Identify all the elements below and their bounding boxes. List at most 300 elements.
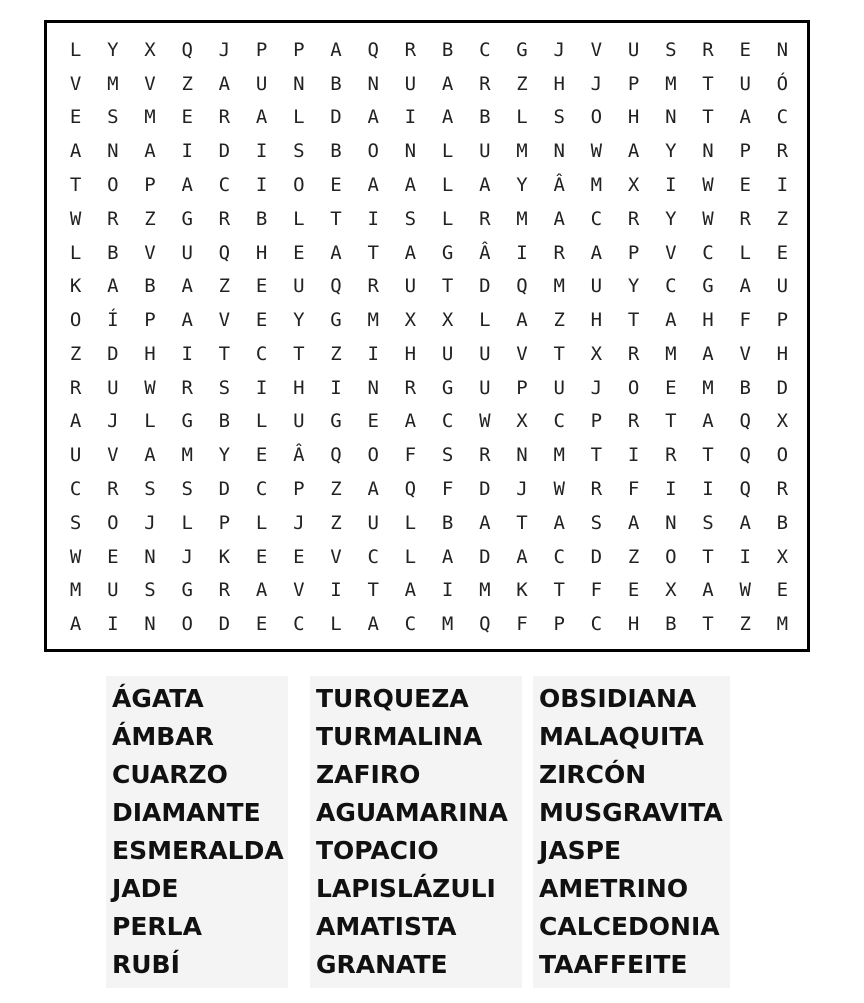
grid-letter[interactable]: Z xyxy=(181,72,193,95)
grid-letter[interactable]: A xyxy=(441,106,454,129)
grid-letter[interactable]: N xyxy=(665,511,677,534)
grid-letter[interactable]: I xyxy=(627,444,640,467)
grid-letter[interactable]: I xyxy=(181,342,193,365)
grid-letter[interactable]: Q xyxy=(181,38,193,61)
grid-letter[interactable]: A xyxy=(702,410,714,433)
grid-letter[interactable]: E xyxy=(739,173,751,196)
grid-letter[interactable]: X xyxy=(404,309,417,332)
grid-letter[interactable]: N xyxy=(776,38,789,61)
grid-letter[interactable]: M xyxy=(665,342,677,365)
grid-letter[interactable]: U xyxy=(553,376,565,399)
grid-letter[interactable]: A xyxy=(665,309,677,332)
grid-letter[interactable]: A xyxy=(404,241,417,264)
grid-letter[interactable]: A xyxy=(69,613,82,636)
grid-letter[interactable]: W xyxy=(702,173,714,196)
grid-letter[interactable]: L xyxy=(255,511,268,534)
grid-letter[interactable]: A xyxy=(739,275,751,298)
grid-letter[interactable]: R xyxy=(218,106,231,129)
grid-letter[interactable]: L xyxy=(441,173,454,196)
grid-letter[interactable]: V xyxy=(330,545,342,568)
grid-letter[interactable]: K xyxy=(218,545,231,568)
grid-letter[interactable]: A xyxy=(441,72,454,95)
grid-letter[interactable]: C xyxy=(665,275,677,298)
grid-letter[interactable]: Q xyxy=(367,38,379,61)
grid-letter[interactable]: E xyxy=(776,241,789,264)
grid-letter[interactable]: A xyxy=(627,511,640,534)
grid-letter[interactable]: A xyxy=(107,275,119,298)
grid-letter[interactable]: G xyxy=(516,38,528,61)
grid-letter[interactable]: V xyxy=(590,38,603,61)
grid-letter[interactable]: A xyxy=(367,613,379,636)
grid-letter[interactable]: Q xyxy=(404,477,417,500)
grid-letter[interactable]: L xyxy=(181,511,193,534)
grid-letter[interactable]: O xyxy=(665,545,677,568)
grid-letter[interactable]: R xyxy=(404,38,417,61)
grid-letter[interactable]: R xyxy=(479,72,491,95)
grid-letter[interactable]: M xyxy=(590,173,603,196)
grid-letter[interactable]: X xyxy=(144,38,156,61)
grid-letter[interactable]: U xyxy=(107,376,119,399)
grid-letter[interactable]: W xyxy=(69,545,82,568)
grid-letter[interactable]: T xyxy=(516,511,528,534)
grid-letter[interactable]: S xyxy=(107,106,119,129)
grid-letter[interactable]: P xyxy=(144,309,156,332)
grid-letter[interactable]: M xyxy=(69,579,82,602)
grid-letter[interactable]: H xyxy=(776,342,789,365)
grid-letter[interactable]: U xyxy=(181,241,193,264)
grid-letter[interactable]: H xyxy=(627,106,640,129)
grid-letter[interactable]: U xyxy=(293,275,305,298)
grid-letter[interactable]: W xyxy=(590,140,603,163)
grid-letter[interactable]: F xyxy=(627,477,640,500)
grid-letter[interactable]: E xyxy=(69,106,82,129)
grid-letter[interactable]: U xyxy=(293,410,305,433)
grid-letter[interactable]: E xyxy=(739,38,751,61)
grid-letter[interactable]: J xyxy=(181,545,193,568)
grid-letter[interactable]: S xyxy=(181,477,193,500)
grid-letter[interactable]: H xyxy=(255,241,268,264)
grid-letter[interactable]: A xyxy=(330,241,342,264)
grid-letter[interactable]: O xyxy=(776,444,789,467)
grid-letter[interactable]: R xyxy=(107,207,119,230)
grid-letter[interactable]: X xyxy=(627,173,640,196)
grid-letter[interactable]: U xyxy=(479,376,491,399)
grid-letter[interactable]: C xyxy=(553,410,565,433)
grid-letter[interactable]: V xyxy=(293,579,305,602)
grid-letter[interactable]: M xyxy=(702,376,714,399)
grid-letter[interactable]: A xyxy=(516,545,528,568)
grid-letter[interactable]: A xyxy=(181,275,193,298)
grid-letter[interactable]: N xyxy=(516,444,528,467)
grid-letter[interactable]: Z xyxy=(776,207,789,230)
grid-letter[interactable]: D xyxy=(590,545,603,568)
grid-letter[interactable]: T xyxy=(330,207,342,230)
grid-letter[interactable]: P xyxy=(776,309,789,332)
grid-letter[interactable]: U xyxy=(69,444,82,467)
grid-letter[interactable]: V xyxy=(516,342,528,365)
grid-letter[interactable]: M xyxy=(181,444,193,467)
grid-letter[interactable]: R xyxy=(627,342,640,365)
grid-letter[interactable]: I xyxy=(330,376,342,399)
grid-letter[interactable]: I xyxy=(367,207,379,230)
grid-letter[interactable]: Y xyxy=(665,207,677,230)
grid-letter[interactable]: M xyxy=(665,72,677,95)
grid-letter[interactable]: L xyxy=(69,38,82,61)
grid-letter[interactable]: E xyxy=(627,579,640,602)
grid-letter[interactable]: Q xyxy=(218,241,231,264)
grid-letter[interactable]: P xyxy=(590,410,603,433)
grid-letter[interactable]: Z xyxy=(627,545,640,568)
grid-letter[interactable]: F xyxy=(739,309,751,332)
grid-letter[interactable]: A xyxy=(69,140,82,163)
grid-letter[interactable]: W xyxy=(144,376,156,399)
grid-letter[interactable]: Q xyxy=(739,477,751,500)
grid-letter[interactable]: L xyxy=(479,309,491,332)
grid-letter[interactable]: C xyxy=(702,241,714,264)
grid-letter[interactable]: Q xyxy=(739,444,751,467)
grid-letter[interactable]: A xyxy=(181,309,193,332)
grid-letter[interactable]: S xyxy=(144,477,156,500)
grid-letter[interactable]: A xyxy=(553,207,565,230)
grid-letter[interactable]: E xyxy=(255,545,268,568)
grid-letter[interactable]: R xyxy=(181,376,193,399)
grid-letter[interactable]: A xyxy=(516,309,528,332)
grid-letter[interactable]: J xyxy=(293,511,305,534)
grid-letter[interactable]: F xyxy=(441,477,454,500)
grid-letter[interactable]: O xyxy=(627,376,640,399)
grid-letter[interactable]: V xyxy=(107,444,119,467)
grid-letter[interactable]: W xyxy=(69,207,82,230)
grid-letter[interactable]: C xyxy=(218,173,231,196)
grid-letter[interactable]: C xyxy=(293,613,305,636)
grid-letter[interactable]: U xyxy=(479,140,491,163)
grid-letter[interactable]: R xyxy=(739,207,751,230)
grid-letter[interactable]: I xyxy=(702,477,714,500)
grid-letter[interactable]: U xyxy=(367,511,379,534)
grid-letter[interactable]: U xyxy=(107,579,119,602)
grid-letter[interactable]: L xyxy=(516,106,528,129)
grid-letter[interactable]: M xyxy=(516,140,528,163)
grid-letter[interactable]: D xyxy=(479,477,491,500)
grid-letter[interactable]: I xyxy=(181,140,193,163)
grid-letter[interactable]: T xyxy=(702,72,714,95)
grid-letter[interactable]: A xyxy=(144,140,156,163)
grid-letter[interactable]: R xyxy=(218,579,231,602)
grid-letter[interactable]: B xyxy=(255,207,268,230)
grid-letter[interactable]: H xyxy=(590,309,603,332)
grid-letter[interactable]: N xyxy=(367,72,379,95)
grid-letter[interactable]: T xyxy=(293,342,305,365)
grid-letter[interactable]: C xyxy=(553,545,565,568)
grid-letter[interactable]: F xyxy=(516,613,528,636)
grid-letter[interactable]: I xyxy=(441,579,454,602)
grid-letter[interactable]: S xyxy=(590,511,603,534)
grid-letter[interactable]: N xyxy=(702,140,714,163)
grid-letter[interactable]: V xyxy=(218,309,231,332)
grid-letter[interactable]: C xyxy=(255,342,268,365)
grid-letter[interactable]: Z xyxy=(330,511,342,534)
grid-letter[interactable]: B xyxy=(441,511,454,534)
grid-letter[interactable]: I xyxy=(255,376,268,399)
grid-letter[interactable]: N xyxy=(665,106,677,129)
grid-letter[interactable]: U xyxy=(776,275,789,298)
grid-letter[interactable]: U xyxy=(627,38,640,61)
grid-letter[interactable]: G xyxy=(702,275,714,298)
grid-letter[interactable]: E xyxy=(776,579,789,602)
grid-letter[interactable]: R xyxy=(665,444,677,467)
grid-letter[interactable]: C xyxy=(69,477,82,500)
grid-letter[interactable]: S xyxy=(702,511,714,534)
grid-letter[interactable]: K xyxy=(69,275,82,298)
grid-letter[interactable]: V xyxy=(69,72,82,95)
grid-letter[interactable]: I xyxy=(255,173,268,196)
grid-letter[interactable]: Q xyxy=(739,410,751,433)
grid-letter[interactable]: N xyxy=(144,613,156,636)
grid-letter[interactable]: E xyxy=(665,376,677,399)
grid-letter[interactable]: B xyxy=(776,511,789,534)
grid-letter[interactable]: L xyxy=(144,410,156,433)
grid-letter[interactable]: J xyxy=(144,511,156,534)
grid-letter[interactable]: A xyxy=(367,173,379,196)
grid-letter[interactable]: D xyxy=(218,613,231,636)
grid-letter[interactable]: L xyxy=(404,511,417,534)
grid-letter[interactable]: A xyxy=(739,511,751,534)
grid-letter[interactable]: Z xyxy=(330,477,342,500)
grid-letter[interactable]: O xyxy=(590,106,603,129)
grid-letter[interactable]: P xyxy=(144,173,156,196)
grid-letter[interactable]: C xyxy=(590,207,603,230)
grid-letter[interactable]: A xyxy=(404,579,417,602)
grid-letter[interactable]: Q xyxy=(330,444,342,467)
grid-letter[interactable]: N xyxy=(144,545,156,568)
grid-letter[interactable]: U xyxy=(404,72,417,95)
grid-letter[interactable]: L xyxy=(330,613,342,636)
grid-letter[interactable]: G xyxy=(441,376,454,399)
grid-letter[interactable]: E xyxy=(255,309,268,332)
grid-letter[interactable]: X xyxy=(776,410,789,433)
grid-letter[interactable]: W xyxy=(702,207,714,230)
grid-letter[interactable]: X xyxy=(441,309,454,332)
grid-letter[interactable]: S xyxy=(553,106,565,129)
grid-letter[interactable]: I xyxy=(776,173,789,196)
grid-letter[interactable]: M xyxy=(367,309,379,332)
grid-letter[interactable]: E xyxy=(255,444,268,467)
grid-letter[interactable]: Â xyxy=(293,444,305,467)
grid-letter[interactable]: U xyxy=(739,72,751,95)
grid-letter[interactable]: T xyxy=(702,106,714,129)
grid-letter[interactable]: T xyxy=(441,275,454,298)
grid-letter[interactable]: S xyxy=(293,140,305,163)
grid-letter[interactable]: A xyxy=(255,106,268,129)
grid-letter[interactable]: R xyxy=(627,410,640,433)
grid-letter[interactable]: T xyxy=(702,613,714,636)
grid-letter[interactable]: T xyxy=(218,342,231,365)
grid-letter[interactable]: W xyxy=(553,477,565,500)
grid-letter[interactable]: I xyxy=(404,106,417,129)
grid-letter[interactable]: M xyxy=(516,207,528,230)
grid-letter[interactable]: B xyxy=(330,72,342,95)
grid-letter[interactable]: Â xyxy=(479,241,491,264)
grid-letter[interactable]: B xyxy=(739,376,751,399)
grid-letter[interactable]: L xyxy=(739,241,751,264)
grid-letter[interactable]: O xyxy=(69,309,82,332)
grid-letter[interactable]: B xyxy=(441,38,454,61)
grid-letter[interactable]: A xyxy=(702,579,714,602)
grid-letter[interactable]: J xyxy=(516,477,528,500)
grid-letter[interactable]: C xyxy=(255,477,268,500)
grid-letter[interactable]: T xyxy=(69,173,82,196)
grid-letter[interactable]: U xyxy=(404,275,417,298)
grid-letter[interactable]: P xyxy=(553,613,565,636)
grid-letter[interactable]: A xyxy=(330,38,342,61)
grid-letter[interactable]: A xyxy=(404,410,417,433)
grid-letter[interactable]: C xyxy=(776,106,789,129)
grid-letter[interactable]: N xyxy=(404,140,417,163)
grid-letter[interactable]: Q xyxy=(479,613,491,636)
grid-letter[interactable]: L xyxy=(255,410,268,433)
grid-letter[interactable]: R xyxy=(367,275,379,298)
grid-letter[interactable]: I xyxy=(367,342,379,365)
grid-letter[interactable]: R xyxy=(69,376,82,399)
grid-letter[interactable]: B xyxy=(665,613,677,636)
grid-letter[interactable]: I xyxy=(739,545,751,568)
grid-letter[interactable]: T xyxy=(553,342,565,365)
grid-letter[interactable]: E xyxy=(293,241,305,264)
grid-letter[interactable]: T xyxy=(367,241,379,264)
grid-letter[interactable]: S xyxy=(404,207,417,230)
grid-letter[interactable]: P xyxy=(255,38,268,61)
grid-letter[interactable]: C xyxy=(590,613,603,636)
grid-letter[interactable]: Y xyxy=(107,38,119,61)
grid-letter[interactable]: U xyxy=(441,342,454,365)
grid-letter[interactable]: A xyxy=(739,106,751,129)
grid-letter[interactable]: X xyxy=(776,545,789,568)
grid-letter[interactable]: H xyxy=(144,342,156,365)
grid-letter[interactable]: S xyxy=(218,376,231,399)
grid-letter[interactable]: B xyxy=(107,241,119,264)
grid-letter[interactable]: M xyxy=(479,579,491,602)
grid-letter[interactable]: Â xyxy=(553,173,565,196)
grid-letter[interactable]: T xyxy=(367,579,379,602)
grid-letter[interactable]: P xyxy=(293,477,305,500)
grid-letter[interactable]: E xyxy=(330,173,342,196)
grid-letter[interactable]: O xyxy=(367,140,379,163)
grid-letter[interactable]: E xyxy=(255,613,268,636)
grid-letter[interactable]: H xyxy=(702,309,714,332)
grid-letter[interactable]: Z xyxy=(553,309,565,332)
grid-letter[interactable]: Y xyxy=(627,275,640,298)
grid-letter[interactable]: T xyxy=(627,309,640,332)
grid-letter[interactable]: S xyxy=(69,511,82,534)
grid-letter[interactable]: N xyxy=(293,72,305,95)
grid-letter[interactable]: G xyxy=(181,579,193,602)
grid-letter[interactable]: T xyxy=(553,579,565,602)
grid-letter[interactable]: Z xyxy=(69,342,82,365)
grid-letter[interactable]: F xyxy=(404,444,417,467)
grid-letter[interactable]: Ó xyxy=(776,72,789,95)
grid-letter[interactable]: L xyxy=(69,241,82,264)
grid-letter[interactable]: A xyxy=(702,342,714,365)
grid-letter[interactable]: R xyxy=(404,376,417,399)
grid-letter[interactable]: Q xyxy=(330,275,342,298)
grid-letter[interactable]: L xyxy=(441,140,454,163)
grid-letter[interactable]: D xyxy=(107,342,119,365)
grid-letter[interactable]: T xyxy=(702,545,714,568)
grid-letter[interactable]: S xyxy=(144,579,156,602)
grid-letter[interactable]: A xyxy=(404,173,417,196)
grid-letter[interactable]: A xyxy=(144,444,156,467)
grid-letter[interactable]: G xyxy=(181,410,193,433)
grid-letter[interactable]: Z xyxy=(516,72,528,95)
grid-letter[interactable]: A xyxy=(590,241,603,264)
grid-letter[interactable]: U xyxy=(255,72,268,95)
grid-letter[interactable]: Y xyxy=(516,173,528,196)
grid-letter[interactable]: R xyxy=(479,207,491,230)
grid-letter[interactable]: R xyxy=(107,477,119,500)
grid-letter[interactable]: F xyxy=(590,579,603,602)
grid-letter[interactable]: G xyxy=(330,410,342,433)
grid-letter[interactable]: J xyxy=(553,38,565,61)
grid-letter[interactable]: A xyxy=(441,545,454,568)
grid-letter[interactable]: I xyxy=(330,579,342,602)
grid-letter[interactable]: N xyxy=(107,140,119,163)
grid-letter[interactable]: O xyxy=(107,173,119,196)
grid-letter[interactable]: N xyxy=(367,376,379,399)
grid-letter[interactable]: A xyxy=(479,511,491,534)
grid-letter[interactable]: U xyxy=(479,342,491,365)
grid-letter[interactable]: Z xyxy=(330,342,342,365)
grid-letter[interactable]: A xyxy=(218,72,231,95)
grid-letter[interactable]: V xyxy=(144,72,156,95)
grid-letter[interactable]: L xyxy=(441,207,454,230)
grid-letter[interactable]: J xyxy=(590,376,603,399)
grid-letter[interactable]: P xyxy=(516,376,528,399)
grid-letter[interactable]: M xyxy=(441,613,454,636)
grid-letter[interactable]: C xyxy=(367,545,379,568)
grid-letter[interactable]: B xyxy=(330,140,342,163)
grid-letter[interactable]: J xyxy=(590,72,603,95)
grid-letter[interactable]: G xyxy=(330,309,342,332)
grid-letter[interactable]: M xyxy=(553,444,565,467)
grid-letter[interactable]: S xyxy=(665,38,677,61)
grid-letter[interactable]: O xyxy=(181,613,193,636)
grid-letter[interactable]: V xyxy=(665,241,677,264)
grid-letter[interactable]: H xyxy=(293,376,305,399)
grid-letter[interactable]: C xyxy=(441,410,454,433)
grid-letter[interactable]: I xyxy=(107,613,119,636)
grid-letter[interactable]: W xyxy=(479,410,491,433)
grid-letter[interactable]: H xyxy=(404,342,417,365)
grid-letter[interactable]: B xyxy=(479,106,491,129)
grid-letter[interactable]: C xyxy=(479,38,491,61)
grid-letter[interactable]: A xyxy=(181,173,193,196)
grid-letter[interactable]: T xyxy=(665,410,677,433)
grid-letter[interactable]: E xyxy=(293,545,305,568)
grid-letter[interactable]: R xyxy=(590,477,603,500)
grid-letter[interactable]: A xyxy=(367,106,379,129)
grid-letter[interactable]: O xyxy=(293,173,305,196)
grid-letter[interactable]: T xyxy=(590,444,603,467)
grid-letter[interactable]: E xyxy=(181,106,193,129)
grid-letter[interactable]: D xyxy=(330,106,342,129)
grid-letter[interactable]: G xyxy=(441,241,454,264)
grid-letter[interactable]: U xyxy=(590,275,603,298)
grid-letter[interactable]: R xyxy=(553,241,565,264)
grid-letter[interactable]: E xyxy=(107,545,119,568)
grid-letter[interactable]: H xyxy=(627,613,640,636)
grid-letter[interactable]: I xyxy=(665,477,677,500)
grid-letter[interactable]: V xyxy=(144,241,156,264)
